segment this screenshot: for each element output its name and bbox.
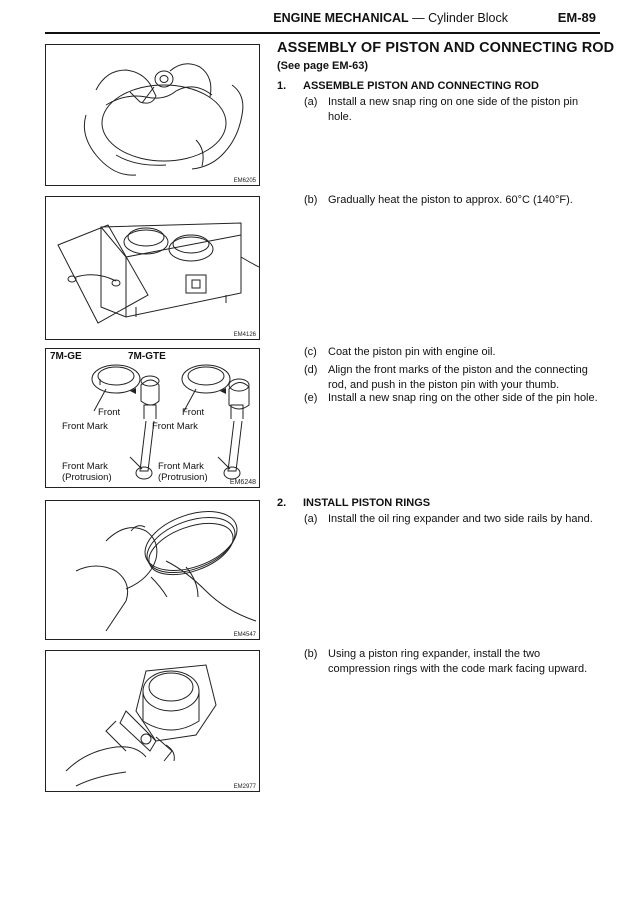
label-protrusion: (Protrusion) <box>62 472 112 483</box>
step-heading: 1. ASSEMBLE PISTON AND CONNECTING ROD <box>277 80 539 92</box>
label-front-mark: Front Mark <box>62 461 108 472</box>
ring-expander-illustration <box>46 651 259 791</box>
figure-code: EM4126 <box>233 332 256 338</box>
label-protrusion: (Protrusion) <box>158 472 208 483</box>
page-number: EM-89 <box>557 10 596 25</box>
heater-illustration <box>46 197 259 339</box>
figure-code: EM4547 <box>233 632 256 638</box>
page-title: ASSEMBLY OF PISTON AND CONNECTING ROD <box>277 40 615 56</box>
instruction-item: (e) Install a new snap ring on the other side of the pin hole. <box>304 392 598 404</box>
label-front: Front <box>98 407 121 418</box>
page-header <box>45 10 600 34</box>
instruction-item: (b) Gradually heat the piston to approx. 60°C (140°F). <box>304 194 573 206</box>
instruction-item: (b) Using a piston ring expander, install the two compression rings with the code mark facing upward. <box>304 648 588 675</box>
label-front: Front <box>182 407 205 418</box>
instruction-item: (c) Coat the piston pin with engine oil. <box>304 346 496 358</box>
snap-ring-illustration <box>46 45 259 185</box>
instruction-item: (d) Align the front marks of the piston and the connecting rod, and push in the piston pin with your thumb. <box>304 364 588 391</box>
label-7m-gte: 7M-GTE <box>128 351 166 362</box>
figure-code: EM2977 <box>233 784 256 790</box>
step-heading: 2. INSTALL PISTON RINGS <box>277 497 431 509</box>
page-subtitle: (See page EM-63) <box>277 60 369 72</box>
label-front-mark: Front Mark <box>158 461 204 472</box>
instruction-item: (a) Install the oil ring expander and two side rails by hand. <box>304 513 593 525</box>
instruction-item: (a) Install a new snap ring on one side of the piston pin hole. <box>304 96 579 123</box>
label-front-mark: Front Mark <box>152 421 198 432</box>
figure-snap-ring <box>45 44 260 186</box>
figure-code: EM6248 <box>229 479 256 486</box>
figure-code: EM6205 <box>233 178 256 184</box>
figure-oil-ring <box>45 500 260 640</box>
label-front-mark: Front Mark <box>62 421 108 432</box>
section-title: ENGINE MECHANICAL — Cylinder Block <box>273 11 508 25</box>
figure-piston-heater <box>45 196 260 340</box>
oil-ring-illustration <box>46 501 259 639</box>
figure-ring-expander <box>45 650 260 792</box>
figure-front-marks <box>45 348 260 488</box>
label-7m-ge: 7M-GE <box>50 351 82 362</box>
